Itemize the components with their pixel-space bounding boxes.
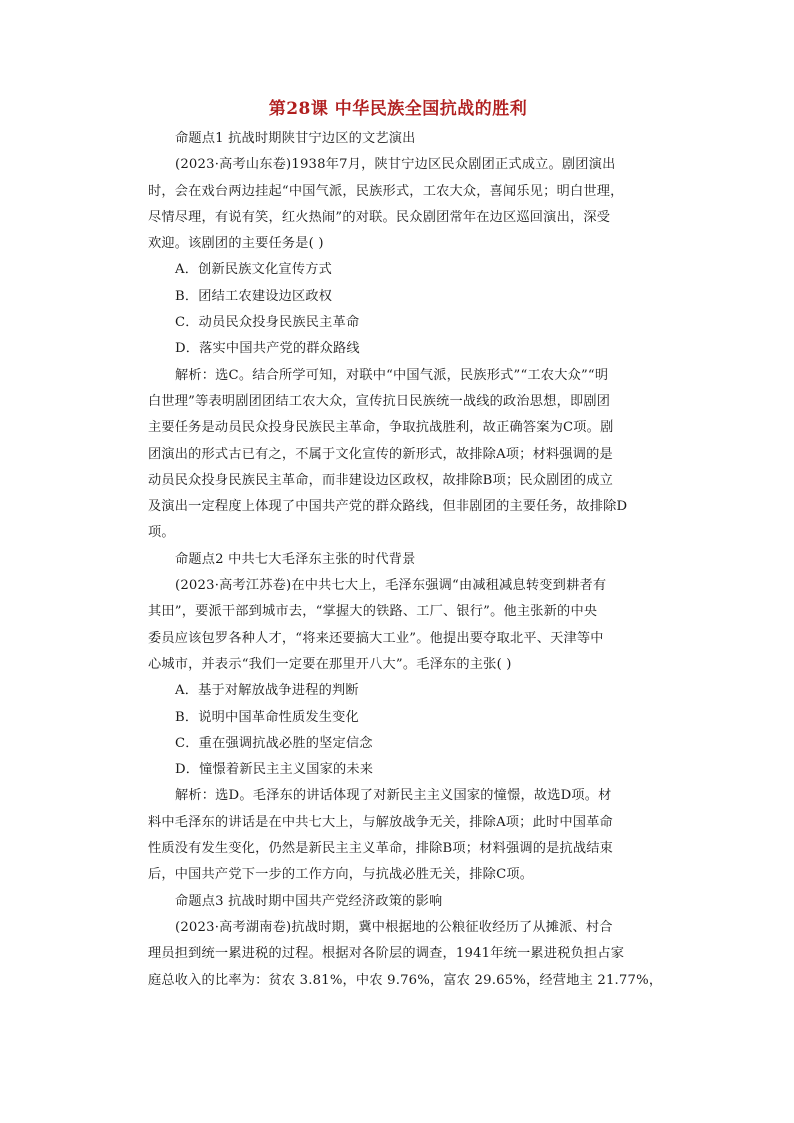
question-line: 心城市，并表示“我们一定要在那里开八大”。毛泽东的主张( ): [148, 656, 512, 672]
question-line: 理员担到统一累进税的过程。根据对各阶层的调查，1941年统一累进税负担占家: [148, 946, 625, 962]
section-heading: 命题点3 抗战时期中国共产党经济政策的影响: [175, 893, 443, 909]
question-line: 欢迎。该剧团的主要任务是( ): [148, 236, 324, 252]
option-c: C．动员民众投身民族民主革命: [175, 315, 360, 331]
option-a: A．基于对解放战争进程的判断: [175, 683, 359, 699]
question-line: 尽情尽理，有说有笑，红火热闹”的对联。民众剧团常年在边区巡回演出，深受: [148, 209, 611, 225]
analysis-line: 白世理”等表明剧团团结工农大众，宣传抗日民族统一战线的政治思想，即剧团: [148, 393, 611, 409]
section-heading: 命题点1 抗战时期陕甘宁边区的文艺演出: [175, 131, 416, 146]
question-line: 委员应该包罗各种人才，“将来还要搞大工业”。他提出要夺取北平、天津等中: [148, 630, 604, 646]
section-2: [148, 547, 648, 889]
question-line: (2023·高考山东卷)1938年7月，陕甘宁边区民众剧团正式成立。剧团演出: [175, 157, 616, 173]
section-3: [148, 889, 663, 994]
question-line: 庭总收入的比率为：贫农 3.81%，中农 9.76%，富农 29.65%，经营地主 21.77%，: [148, 972, 663, 988]
question-line: (2023·高考江苏卷)在中共七大上，毛泽东强调“由减租减息转变到耕者有: [175, 578, 607, 594]
analysis-line: 动员民众投身民族民主革命，而非建设边区政权，故排除B项；民众剧团的成立: [148, 472, 614, 488]
option-d: D．落实中国共产党的群众路线: [175, 341, 360, 357]
option-b: B．说明中国革命性质发生变化: [175, 709, 359, 725]
question-line: 时，会在戏台两边挂起“中国气派，民族形式，工农大众，喜闻乐见；明白世理，: [148, 183, 624, 199]
section-1: [148, 126, 648, 547]
option-d: D．憧憬着新民主主义国家的未来: [175, 762, 374, 778]
analysis-line: 料中毛泽东的讲话是在中共七大上，与解放战争无关，排除A项；此时中国革命: [148, 814, 613, 830]
analysis-line: 主要任务是动员民众投身民族民主革命，争取抗战胜利，故正确答案为C项。剧: [148, 420, 614, 436]
lesson-title: 第28课 中华民族全国抗战的胜利: [268, 99, 528, 119]
option-a: A．创新民族文化宣传方式: [175, 262, 332, 278]
question-line: (2023·高考湖南卷)抗战时期，冀中根据地的公粮征收经历了从摊派、村合: [175, 919, 613, 935]
analysis-line: 解析：选D。毛泽东的讲话体现了对新民主主义国家的憧憬，故选D项。材: [175, 788, 612, 804]
question-line: 其田”，要派干部到城市去，“掌握大的铁路、工厂、银行”。他主张新的中央: [148, 604, 598, 620]
analysis-line: 解析：选C。结合所学可知，对联中“中国气派，民族形式”“工农大众”“明: [175, 367, 609, 383]
option-b: B．团结工农建设边区政权: [175, 288, 333, 304]
analysis-line: 及演出一定程度上体现了中国共产党的群众路线，但非剧团的主要任务，故排除D: [148, 499, 628, 515]
document-page: [148, 96, 663, 994]
analysis-line: 后，中国共产党下一步的工作方向，与抗战必胜无关，排除C项。: [148, 867, 534, 883]
analysis-line: 性质没有发生变化，仍然是新民主主义革命，排除B项；材料强调的是抗战结束: [148, 841, 614, 857]
analysis-line: 项。: [148, 525, 175, 541]
section-heading: 命题点2 中共七大毛泽东主张的时代背景: [175, 551, 416, 567]
option-c: C．重在强调抗战必胜的坚定信念: [175, 735, 373, 751]
analysis-line: 团演出的形式古已有之，不属于文化宣传的新形式，故排除A项；材料强调的是: [148, 446, 613, 462]
